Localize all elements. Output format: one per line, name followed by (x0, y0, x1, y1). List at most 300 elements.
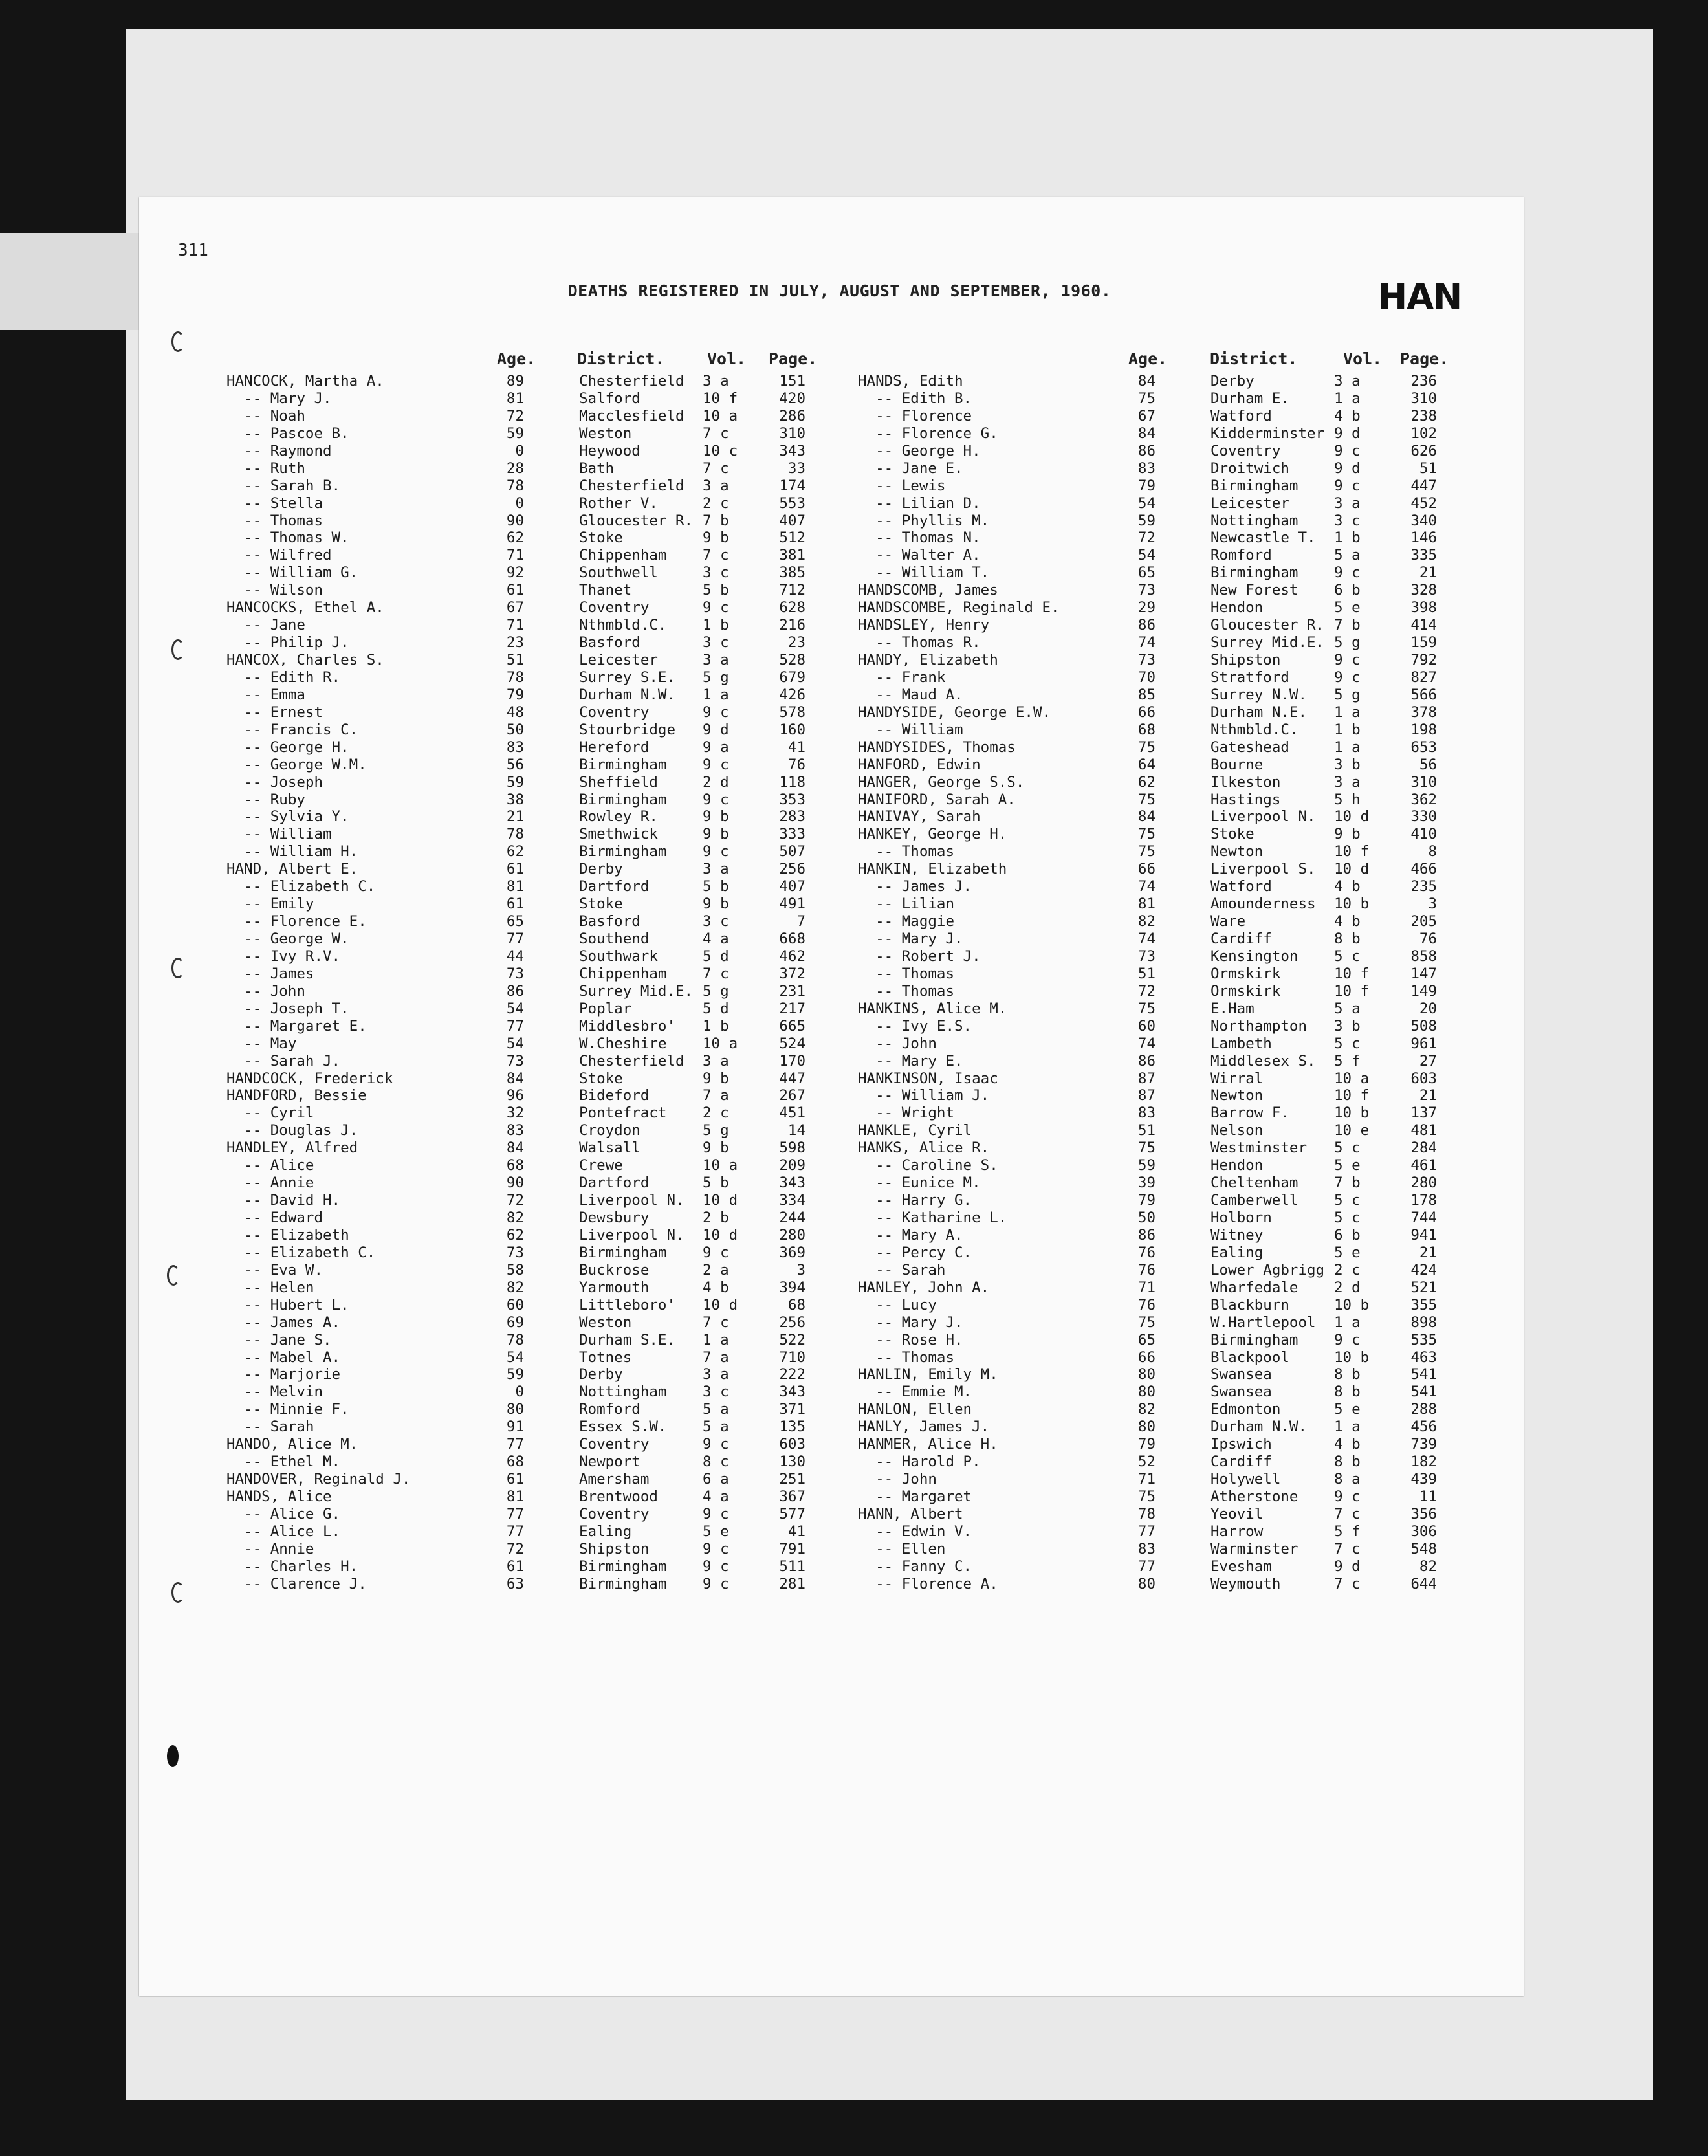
entry-page: 578 (779, 703, 805, 721)
entry-name: -- Alice L. (226, 1523, 341, 1540)
entry-age: 77 (506, 1017, 524, 1035)
entry-name: HANDFORD, Bessie (226, 1087, 367, 1105)
entry-district: Witney (1210, 1226, 1264, 1244)
entry-vol: 5 b (703, 1174, 729, 1192)
entry-district: Kensington (1210, 947, 1298, 965)
entry-page: 160 (779, 721, 805, 738)
entry-age: 71 (1137, 1279, 1155, 1296)
entry-district: Southend (579, 930, 650, 947)
entry-page: 170 (779, 1052, 805, 1070)
entry-age: 23 (506, 634, 524, 652)
entry-page: 7 (796, 913, 805, 930)
entry-vol: 5 e (703, 1523, 729, 1540)
entry-name: -- John (858, 1035, 937, 1052)
entry-name: -- Jane S. (226, 1331, 332, 1348)
entry-age: 84 (1137, 808, 1155, 826)
entry-age: 77 (1137, 1523, 1155, 1540)
entry-age: 81 (506, 878, 524, 896)
entry-name: -- Wilson (226, 582, 323, 599)
entry-district: W.Hartlepool (1210, 1314, 1316, 1331)
entry-name: -- Thomas N. (858, 529, 981, 547)
entry-vol: 7 b (1334, 617, 1361, 634)
entry-age: 63 (506, 1575, 524, 1592)
entry-age: 78 (506, 477, 524, 494)
entry-age: 77 (506, 1523, 524, 1540)
entry-district: Blackpool (1210, 1348, 1289, 1366)
entry-name: -- Thomas (226, 512, 323, 529)
entry-name: -- Walter A. (858, 547, 981, 564)
entry-vol: 8 a (1334, 1471, 1361, 1488)
entry-name: -- Helen (226, 1279, 314, 1296)
entry-page: 20 (1419, 1000, 1437, 1017)
entry-page: 522 (779, 1331, 805, 1348)
entry-district: Ealing (1210, 1244, 1264, 1261)
entry-age: 54 (506, 1348, 524, 1366)
entry-name: -- Sarah (858, 1261, 946, 1279)
entry-name: -- Francis C. (226, 721, 358, 738)
entry-name: -- William G. (226, 564, 358, 582)
entry-vol: 5 c (1334, 1139, 1361, 1157)
entry-page: 130 (779, 1453, 805, 1471)
entry-district: Gloucester R. (1210, 617, 1325, 634)
entry-district: Romford (579, 1401, 640, 1418)
entry-page: 33 (787, 459, 805, 477)
entry-vol: 9 c (1334, 1331, 1361, 1348)
entry-district: Amounderness (1210, 896, 1316, 913)
entry-district: Stourbridge (579, 721, 676, 738)
entry-age: 80 (1137, 1383, 1155, 1401)
entry-name: -- James J. (858, 878, 972, 896)
entry-page: 792 (1410, 652, 1437, 668)
entry-district: Weymouth (1210, 1575, 1281, 1592)
entry-vol: 3 a (703, 1366, 729, 1383)
entry-age: 81 (506, 390, 524, 407)
entry-district: Lambeth (1210, 1035, 1272, 1052)
entry-name: HANLON, Ellen (858, 1401, 972, 1418)
entry-district: Rother V. (579, 494, 658, 512)
entry-age: 72 (506, 1540, 524, 1557)
entry-vol: 5 a (1334, 547, 1361, 564)
entry-district: Birmingham (1210, 1331, 1298, 1348)
entry-name: HANFORD, Edwin (858, 756, 981, 773)
entry-age: 59 (506, 773, 524, 791)
entry-page: 256 (779, 1314, 805, 1331)
entry-page: 394 (779, 1279, 805, 1296)
entry-district: Sheffield (579, 773, 658, 791)
entry-age: 54 (506, 1000, 524, 1017)
entry-age: 51 (1137, 1122, 1155, 1139)
entry-vol: 8 c (703, 1453, 729, 1471)
entry-name: -- Harry G. (858, 1192, 972, 1209)
entry-age: 66 (1137, 1348, 1155, 1366)
entry-district: New Forest (1210, 582, 1298, 599)
entry-vol: 9 d (703, 721, 729, 738)
entry-vol: 3 a (1334, 373, 1361, 390)
entry-district: Middlesbro' (579, 1017, 676, 1035)
entry-name: -- Edith B. (858, 390, 972, 407)
entry-age: 51 (506, 652, 524, 668)
entry-vol: 9 b (703, 529, 729, 547)
entry-age: 52 (1137, 1453, 1155, 1471)
entry-name: -- Rose H. (858, 1331, 963, 1348)
entry-page: 355 (1410, 1296, 1437, 1314)
entry-page: 541 (1410, 1366, 1437, 1383)
entry-vol: 5 d (703, 1000, 729, 1017)
entry-name: -- George W. (226, 930, 349, 947)
entry-district: Gateshead (1210, 738, 1289, 756)
entry-name: -- Thomas (858, 1348, 955, 1366)
entry-age: 73 (506, 1244, 524, 1261)
entry-name: -- Ruth (226, 459, 305, 477)
entry-district: Swansea (1210, 1383, 1272, 1401)
entry-district: Pontefract (579, 1105, 667, 1122)
entry-name: -- Ivy R.V. (226, 947, 341, 965)
entry-district: Stoke (1210, 826, 1254, 843)
entry-district: Leicester (1210, 494, 1289, 512)
entry-vol: 10 d (1334, 808, 1370, 826)
entry-district: Ealing (579, 1523, 632, 1540)
entry-district: Yeovil (1210, 1505, 1264, 1523)
entry-age: 62 (506, 843, 524, 861)
entry-vol: 5 e (1334, 1401, 1361, 1418)
entry-vol: 9 d (1334, 1557, 1361, 1575)
entry-page: 135 (779, 1418, 805, 1436)
entry-age: 86 (1137, 1052, 1155, 1070)
entry-age: 79 (1137, 477, 1155, 494)
entry-vol: 9 d (1334, 459, 1361, 477)
entry-name: -- William (858, 721, 963, 738)
entry-district: Atherstone (1210, 1488, 1298, 1505)
entry-age: 80 (1137, 1575, 1155, 1592)
entry-district: Nottingham (1210, 512, 1298, 529)
entry-page: 41 (787, 1523, 805, 1540)
entry-name: -- David H. (226, 1192, 341, 1209)
entry-district: Derby (579, 1366, 623, 1383)
entry-name: -- Maud A. (858, 686, 963, 703)
entry-vol: 1 b (703, 617, 729, 634)
entry-age: 84 (1137, 424, 1155, 442)
entry-name: -- George W.M. (226, 756, 367, 773)
entry-age: 75 (1137, 826, 1155, 843)
entry-name: -- May (226, 1035, 297, 1052)
entry-page: 511 (779, 1557, 805, 1575)
entry-district: Rowley R. (579, 808, 658, 826)
entry-district: Liverpool N. (1210, 808, 1316, 826)
entry-district: Crewe (579, 1157, 623, 1174)
entry-page: 858 (1410, 947, 1437, 965)
entry-page: 367 (779, 1488, 805, 1505)
entry-district: Macclesfield (579, 407, 684, 424)
entry-district: Derby (1210, 373, 1254, 390)
entry-page: 21 (1419, 1087, 1437, 1105)
entry-page: 566 (1410, 686, 1437, 703)
entry-page: 102 (1410, 424, 1437, 442)
entry-name: HANIFORD, Sarah A. (858, 791, 1016, 808)
entry-page: 41 (787, 738, 805, 756)
entry-age: 67 (1137, 407, 1155, 424)
entry-page: 280 (779, 1226, 805, 1244)
entry-page: 414 (1410, 617, 1437, 634)
entry-age: 85 (1137, 686, 1155, 703)
entry-age: 72 (506, 407, 524, 424)
entry-vol: 9 c (703, 791, 729, 808)
entry-name: -- Florence A. (858, 1575, 998, 1592)
entry-age: 56 (506, 756, 524, 773)
entry-district: Dartford (579, 1174, 650, 1192)
entry-name: -- Ellen (858, 1540, 946, 1557)
entry-age: 0 (515, 442, 524, 459)
entry-name: -- Minnie F. (226, 1401, 349, 1418)
entry-age: 39 (1137, 1174, 1155, 1192)
entry-name: -- James (226, 965, 314, 982)
entry-age: 66 (1137, 703, 1155, 721)
entry-age: 86 (1137, 1226, 1155, 1244)
entry-name: HAND, Albert E. (226, 861, 358, 878)
entry-district: Newcastle T. (1210, 529, 1316, 547)
entry-name: HANKEY, George H. (858, 826, 1007, 843)
punch-hole-mark (171, 331, 184, 352)
entry-name: HANKLE, Cyril (858, 1122, 972, 1139)
entry-vol: 3 a (703, 652, 729, 668)
entry-name: HANKIN, Elizabeth (858, 861, 1007, 878)
entry-vol: 10 d (1334, 861, 1370, 878)
entry-age: 72 (1137, 982, 1155, 1000)
entry-age: 87 (1137, 1087, 1155, 1105)
entry-vol: 10 a (703, 1157, 738, 1174)
header-page: Page. (769, 349, 818, 368)
entry-vol: 6 a (703, 1471, 729, 1488)
entry-age: 59 (1137, 512, 1155, 529)
entry-district: Chippenham (579, 965, 667, 982)
entry-vol: 5 d (703, 947, 729, 965)
entry-vol: 9 a (703, 738, 729, 756)
entry-vol: 5 e (1334, 599, 1361, 617)
entry-vol: 5 e (1334, 1244, 1361, 1261)
entry-page: 198 (1410, 721, 1437, 738)
entry-page: 286 (779, 407, 805, 424)
entry-vol: 3 a (703, 1052, 729, 1070)
entry-page: 330 (1410, 808, 1437, 826)
entry-district: Holborn (1210, 1209, 1272, 1226)
entry-district: Amersham (579, 1471, 650, 1488)
entry-district: Poplar (579, 1000, 632, 1017)
entry-age: 74 (1137, 878, 1155, 896)
entry-age: 62 (1137, 773, 1155, 791)
entry-name: -- Florence E. (226, 913, 367, 930)
entry-age: 64 (1137, 756, 1155, 773)
entry-vol: 3 c (703, 564, 729, 582)
entry-page: 68 (787, 1296, 805, 1314)
entry-page: 174 (779, 477, 805, 494)
entry-page: 216 (779, 617, 805, 634)
entry-page: 159 (1410, 634, 1437, 652)
entry-district: Westminster (1210, 1139, 1308, 1157)
entry-age: 70 (1137, 668, 1155, 686)
entry-age: 74 (1137, 930, 1155, 947)
entry-page: 598 (779, 1139, 805, 1157)
entry-vol: 7 c (703, 424, 729, 442)
entry-age: 71 (506, 547, 524, 564)
entry-age: 48 (506, 703, 524, 721)
entry-vol: 7 c (703, 1314, 729, 1331)
entry-page: 553 (779, 494, 805, 512)
entry-district: Newton (1210, 1087, 1264, 1105)
entry-age: 0 (515, 1383, 524, 1401)
entry-name: -- James A. (226, 1314, 341, 1331)
entry-vol: 3 c (703, 913, 729, 930)
entry-page: 603 (779, 1436, 805, 1453)
entry-vol: 7 c (703, 547, 729, 564)
entry-name: -- Lucy (858, 1296, 937, 1314)
entry-age: 74 (1137, 1035, 1155, 1052)
entry-page: 310 (1410, 773, 1437, 791)
entry-page: 284 (1410, 1139, 1437, 1157)
entry-page: 82 (1419, 1557, 1437, 1575)
entry-age: 58 (506, 1261, 524, 1279)
entry-vol: 8 b (1334, 930, 1361, 947)
entry-page: 362 (1410, 791, 1437, 808)
entry-page: 235 (1410, 878, 1437, 896)
entry-age: 71 (1137, 1471, 1155, 1488)
entry-page: 283 (779, 808, 805, 826)
entry-page: 665 (779, 1017, 805, 1035)
entry-district: Birmingham (1210, 564, 1298, 582)
entry-age: 89 (506, 373, 524, 390)
entry-district: Weston (579, 1314, 632, 1331)
entry-district: Romford (1210, 547, 1272, 564)
header-district: District. (577, 349, 665, 368)
entry-page: 217 (779, 1000, 805, 1017)
entry-page: 462 (779, 947, 805, 965)
entry-page: 481 (1410, 1122, 1437, 1139)
entry-name: -- Thomas R. (858, 634, 981, 652)
entry-age: 78 (506, 1331, 524, 1348)
entry-vol: 4 b (1334, 913, 1361, 930)
entry-vol: 9 c (1334, 668, 1361, 686)
entry-district: Durham N.E. (1210, 703, 1308, 721)
entry-age: 82 (1137, 913, 1155, 930)
entry-district: Liverpool N. (579, 1226, 684, 1244)
entry-name: -- Wilfred (226, 547, 332, 564)
entry-page: 371 (779, 1401, 805, 1418)
entry-name: -- Mary J. (858, 1314, 963, 1331)
entry-page: 451 (779, 1105, 805, 1122)
entry-vol: 6 b (1334, 582, 1361, 599)
entry-district: Weston (579, 424, 632, 442)
entry-name: -- Lilian D. (858, 494, 981, 512)
entry-vol: 9 b (703, 808, 729, 826)
entry-age: 29 (1137, 599, 1155, 617)
entry-name: -- Melvin (226, 1383, 323, 1401)
entry-page: 426 (779, 686, 805, 703)
entry-age: 80 (506, 1401, 524, 1418)
page-title: DEATHS REGISTERED IN JULY, AUGUST AND SEPTEMBER, 1960. (567, 281, 1111, 300)
entry-name: -- Thomas W. (226, 529, 349, 547)
entry-vol: 9 c (703, 1557, 729, 1575)
entry-vol: 1 b (1334, 721, 1361, 738)
entry-vol: 3 c (703, 634, 729, 652)
entry-page: 541 (1410, 1383, 1437, 1401)
entry-district: Heywood (579, 442, 640, 459)
entry-vol: 3 c (1334, 512, 1361, 529)
entry-page: 280 (1410, 1174, 1437, 1192)
entry-page: 439 (1410, 1471, 1437, 1488)
entry-name: HANKINSON, Isaac (858, 1070, 998, 1087)
entry-age: 86 (1137, 442, 1155, 459)
entry-age: 51 (1137, 965, 1155, 982)
entry-name: -- Elizabeth C. (226, 1244, 376, 1261)
entry-name: -- Margaret (858, 1488, 972, 1505)
entry-page: 334 (779, 1192, 805, 1209)
entry-vol: 5 f (1334, 1052, 1361, 1070)
entry-name: HANCOCK, Martha A. (226, 373, 384, 390)
entry-page: 343 (779, 442, 805, 459)
entry-page: 23 (787, 634, 805, 652)
entry-page: 456 (1410, 1418, 1437, 1436)
entry-age: 76 (1137, 1244, 1155, 1261)
entry-district: Ilkeston (1210, 773, 1281, 791)
entry-age: 73 (1137, 947, 1155, 965)
entry-name: -- George H. (226, 738, 349, 756)
entry-district: W.Cheshire (579, 1035, 667, 1052)
entry-page: 343 (779, 1383, 805, 1401)
entry-district: Dewsbury (579, 1209, 650, 1226)
entry-vol: 10 c (703, 442, 738, 459)
entry-name: -- Elizabeth C. (226, 878, 376, 896)
entry-vol: 10 b (1334, 896, 1370, 913)
entry-district: Chesterfield (579, 1052, 684, 1070)
entry-district: Southwell (579, 564, 658, 582)
entry-age: 73 (1137, 582, 1155, 599)
entry-district: Southwark (579, 947, 658, 965)
entry-name: -- Clarence J. (226, 1575, 367, 1592)
entry-district: Newport (579, 1453, 640, 1471)
entry-age: 44 (506, 947, 524, 965)
entry-vol: 7 b (703, 512, 729, 529)
entry-district: Cardiff (1210, 1453, 1272, 1471)
entry-page: 146 (1410, 529, 1437, 547)
entry-page: 3 (796, 1261, 805, 1279)
entry-page: 21 (1419, 564, 1437, 582)
entry-page: 512 (779, 529, 805, 547)
entry-vol: 9 b (703, 1139, 729, 1157)
entry-page: 507 (779, 843, 805, 861)
entry-vol: 10 a (703, 1035, 738, 1052)
entry-name: HANN, Albert (858, 1505, 963, 1523)
entry-name: HANDO, Alice M. (226, 1436, 358, 1453)
entry-vol: 9 b (703, 896, 729, 913)
entry-district: Walsall (579, 1139, 640, 1157)
entry-age: 28 (506, 459, 524, 477)
entry-vol: 10 d (703, 1192, 738, 1209)
entry-district: Littleboro' (579, 1296, 676, 1314)
entry-age: 59 (1137, 1157, 1155, 1174)
entry-page: 205 (1410, 913, 1437, 930)
entry-name: -- Emmie M. (858, 1383, 972, 1401)
entry-district: Barrow F. (1210, 1105, 1289, 1122)
entry-district: Coventry (579, 1436, 650, 1453)
entry-district: Gloucester R. (579, 512, 694, 529)
entry-name: HANKS, Alice R. (858, 1139, 990, 1157)
header-page: Page. (1400, 349, 1449, 368)
entry-vol: 5 a (1334, 1000, 1361, 1017)
entry-page: 151 (779, 373, 805, 390)
entry-name: -- Stella (226, 494, 323, 512)
punch-hole-mark (167, 1265, 180, 1286)
entry-vol: 10 b (1334, 1348, 1370, 1366)
entry-page: 244 (779, 1209, 805, 1226)
entry-vol: 9 c (703, 599, 729, 617)
